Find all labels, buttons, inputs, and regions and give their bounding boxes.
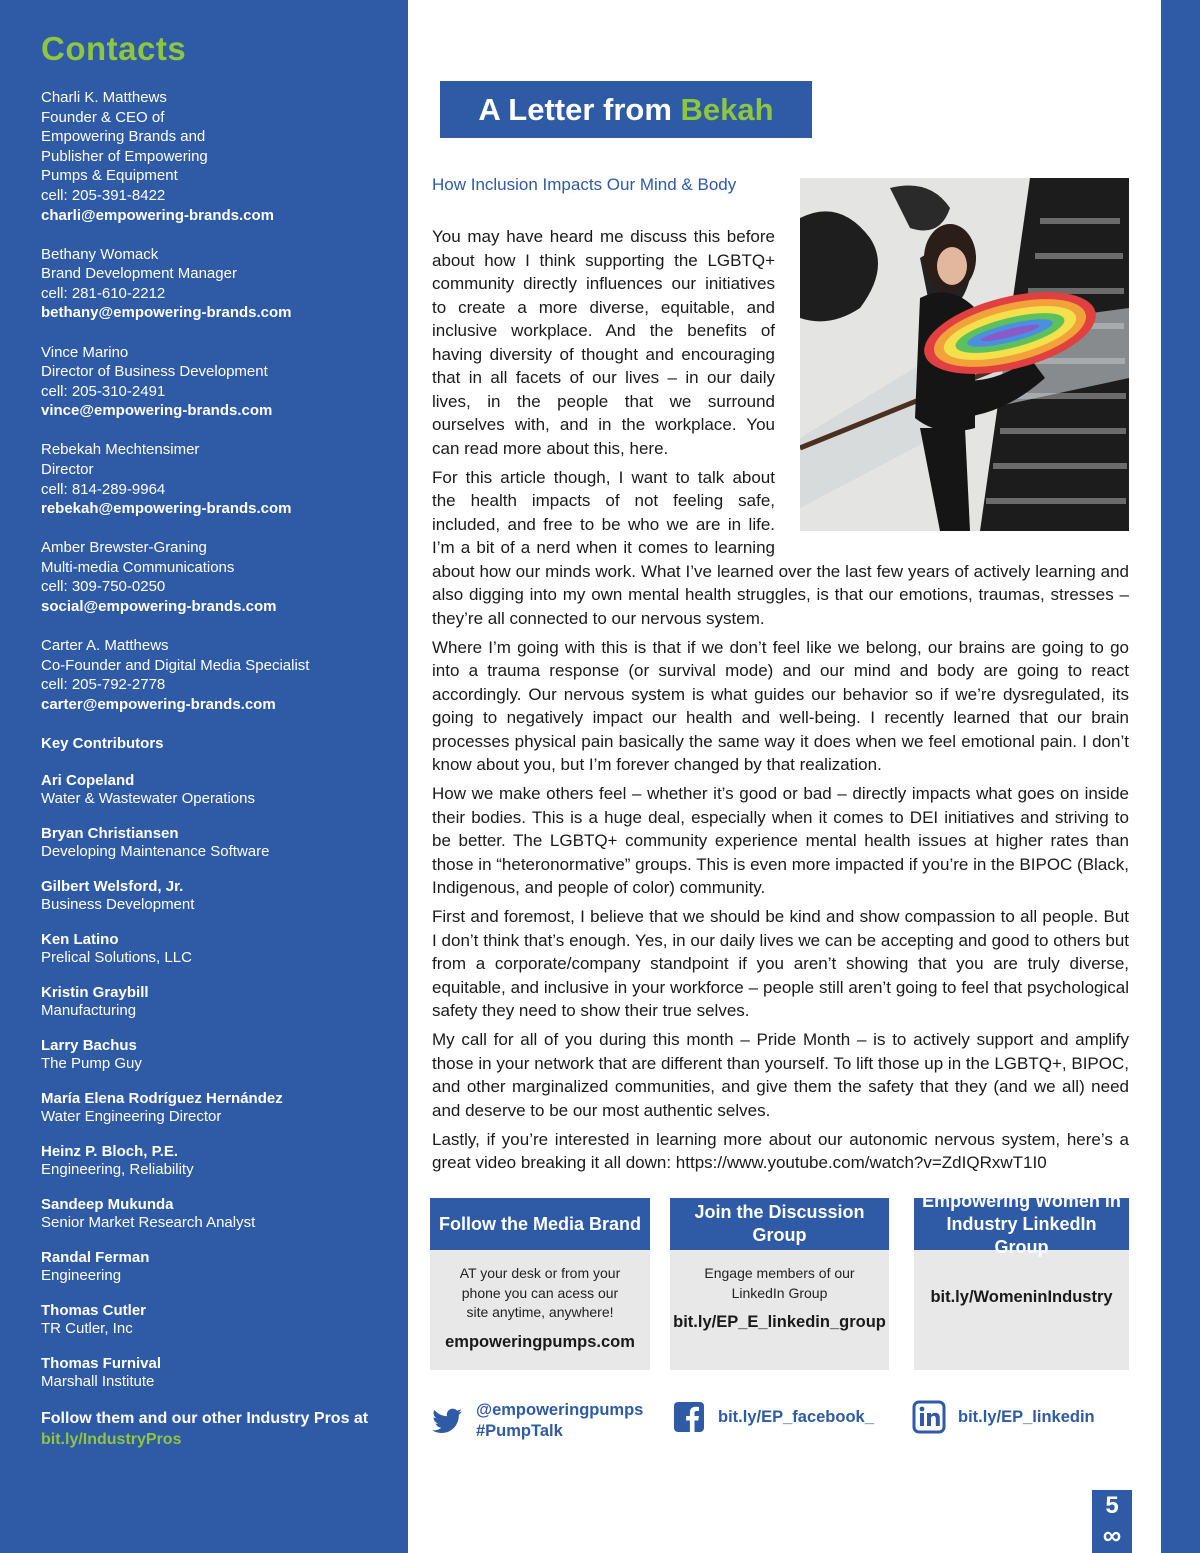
contact-bethany (41, 245, 396, 323)
contributor-name: Ken Latino (41, 931, 119, 948)
page-number: 5 (1105, 1492, 1119, 1519)
media-brand-box (430, 1198, 650, 1370)
contributor-item (41, 1143, 401, 1196)
infinity-logo-icon: ∞ (1102, 1520, 1122, 1550)
key-contributors-heading: Key Contributors (41, 735, 164, 752)
contact-line: Brand Development Manager (41, 265, 237, 283)
women-in-industry-link[interactable]: bit.ly/WomeninIndustry (930, 1288, 1113, 1306)
page-title-highlight: Bekah (680, 92, 774, 127)
contacts-list (41, 88, 396, 734)
article-subtitle: How Inclusion Impacts Our Mind & Body (432, 175, 737, 194)
article-body (432, 225, 1129, 1180)
contributor-role: TR Cutler, Inc (41, 1320, 133, 1337)
twitter-social[interactable] (430, 1400, 643, 1442)
contact-phone: cell: 205-391-8422 (41, 186, 166, 204)
contact-phone: cell: 281-610-2212 (41, 284, 166, 302)
contact-phone: cell: 814-289-9964 (41, 480, 166, 498)
contact-line: Pumps & Equipment (41, 167, 178, 185)
facebook-icon (672, 1400, 706, 1434)
contributor-item (41, 1249, 401, 1302)
contributor-name: Larry Bachus (41, 1037, 137, 1054)
twitter-hashtag[interactable]: #PumpTalk (476, 1422, 563, 1440)
contact-phone: cell: 205-310-2491 (41, 382, 166, 400)
contributor-role: Business Development (41, 896, 195, 913)
contact-line: Director (41, 461, 94, 478)
contacts-sidebar (0, 0, 408, 1553)
article-paragraph: Lastly, if you’re interested in learning more about our autonomic nervous system, here’s a great video breaking it all down: https://www.youtube.com/watch?v=ZdIQRxwT1I0 (432, 1129, 1129, 1172)
contributor-role: Senior Market Research Analyst (41, 1214, 256, 1231)
contact-line: Empowering Brands and (41, 128, 206, 146)
contact-amber (41, 538, 396, 616)
follow-pros (41, 1408, 368, 1450)
contributor-item (41, 1196, 401, 1249)
contributor-role: Water Engineering Director (41, 1108, 222, 1125)
twitter-icon (430, 1404, 464, 1438)
contributor-role: Water & Wastewater Operations (41, 790, 255, 807)
box-body-text: Engage members of our LinkedIn Group (704, 1265, 855, 1301)
contact-line: Publisher of Empowering (41, 147, 208, 165)
page-number-box (1092, 1490, 1132, 1553)
linkedin-link[interactable]: bit.ly/EP_linkedin (958, 1407, 1095, 1426)
contributor-name: María Elena Rodríguez Hernández (41, 1090, 283, 1107)
contributor-name: Bryan Christiansen (41, 825, 179, 842)
contact-email-link[interactable]: vince@empowering-brands.com (41, 402, 273, 420)
contributor-name: Heinz P. Bloch, P.E. (41, 1143, 178, 1160)
box-heading: Join the Discussion Group (670, 1198, 889, 1250)
contact-line: Amber Brewster-Graning (41, 539, 207, 557)
contributor-item (41, 984, 401, 1037)
page-title-prefix: A Letter from (478, 92, 681, 127)
contributor-role: Marshall Institute (41, 1373, 155, 1390)
linkedin-social[interactable] (912, 1400, 1095, 1434)
contact-phone: cell: 205-792-2778 (41, 676, 166, 694)
contributor-name: Gilbert Welsford, Jr. (41, 878, 184, 895)
article-paragraph: Where I’m going with this is that if we don’t feel like we belong, our brains are going to go into a trauma response (or survival mode) and our mind and body are going to react accordingly. Our nervous system is what guides our behavior so if we’re dysregulated, its going to negatively impact our health and well-being. I recently learned that our brain processes physical pain basically the same way it does when we feel emotional pain. I don’t know about you, but I’m forever changed by that realization. (432, 637, 1129, 774)
article-paragraph: First and foremost, I believe that we should be kind and show compassion to all people. But I don’t think that’s enough. Yes, in our daily lives we can be accepting and good to others but from a corporate/company standpoint if you aren’t showing that you are truly diverse, equitable, and inclusive in your workforce – people still aren’t going to feel that psychological safety they need to show their true selves. (432, 907, 1129, 1020)
contact-line: Vince Marino (41, 343, 129, 361)
linkedin-group-link[interactable]: bit.ly/EP_E_linkedin_group (673, 1313, 886, 1331)
contributor-role: Developing Maintenance Software (41, 843, 270, 860)
discussion-group-box (670, 1198, 889, 1370)
follow-pros-link[interactable]: bit.ly/IndustryPros (41, 1431, 182, 1448)
facebook-social[interactable] (672, 1400, 874, 1434)
contributor-role: Engineering (41, 1267, 122, 1284)
contact-line: Carter A. Matthews (41, 637, 169, 655)
contact-line: Multi-media Communications (41, 558, 235, 576)
contributor-item (41, 1302, 401, 1355)
page-title-banner (440, 81, 812, 138)
contributor-role: Manufacturing (41, 1002, 137, 1019)
article-paragraph: For this article though, I want to talk about the health impacts of not feeling safe, included, and free to be who we are in life. I’m a bit of a nerd when it comes to learning about how our minds work. What I’ve learned over the last few years of actively learning and also digging into my own mental health struggles, is that our emotions, traumas, stresses – they’re all connected to our nervous system. (432, 467, 1129, 628)
article-paragraph: My call for all of you during this month – Pride Month – is to actively support and amplify those in your network that are different than yourself. To lift those up in the LGBTQ+, BIPOC, and other marginalized communities, and give them the safety that they (and we all) need and deserve to be our most authentic selves. (432, 1030, 1129, 1120)
contributor-item (41, 1090, 401, 1143)
box-heading: Follow the Media Brand (430, 1198, 650, 1250)
article-paragraph: How we make others feel – whether it’s good or bad – directly impacts what goes on inside their bodies. This is a huge deal, especially when it comes to DEI initiatives and striving to be better. The LGBTQ+ community experience mental health issues at higher rates than those in “heteronormative” groups. This is even more impacted if you’re in the BIPOC (Black, Indigenous, and people of color) community. (432, 784, 1129, 897)
contributor-role: Prelical Solutions, LLC (41, 949, 192, 966)
empoweringpumps-link[interactable]: empoweringpumps.com (445, 1332, 635, 1351)
contact-line: Director of Business Development (41, 363, 268, 381)
contributor-item (41, 931, 401, 984)
linkedin-icon (912, 1400, 946, 1434)
contributor-name: Thomas Furnival (41, 1355, 162, 1372)
contact-rebekah (41, 440, 396, 518)
contact-phone: cell: 309-750-0250 (41, 578, 166, 596)
contributor-name: Kristin Graybill (41, 984, 149, 1001)
contacts-title: Contacts (41, 30, 187, 67)
facebook-link[interactable]: bit.ly/EP_facebook_ (718, 1407, 874, 1426)
follow-pros-text: Follow them and our other Industry Pros at (41, 1410, 369, 1427)
contact-line: Bethany Womack (41, 245, 159, 263)
contributor-item (41, 1355, 401, 1408)
contributor-role: Engineering, Reliability (41, 1161, 194, 1178)
box-body-text: AT your desk or from your phone you can acess our site anytime, anywhere! (459, 1265, 621, 1320)
contributor-item (41, 1037, 401, 1090)
contact-vince (41, 343, 396, 421)
contributor-name: Randal Ferman (41, 1249, 150, 1266)
contact-email-link[interactable]: rebekah@empowering-brands.com (41, 500, 292, 518)
contributor-item (41, 825, 401, 878)
contact-email-link[interactable]: charli@empowering-brands.com (41, 206, 275, 224)
contact-charli (41, 88, 396, 225)
photo-float-space (775, 225, 1129, 557)
contact-email-link[interactable]: social@empowering-brands.com (41, 598, 277, 616)
contributors-list (41, 772, 401, 1408)
twitter-text (476, 1400, 643, 1442)
twitter-handle[interactable]: @empoweringpumps (476, 1401, 644, 1419)
contact-email-link[interactable]: carter@empowering-brands.com (41, 695, 276, 713)
article-paragraph: You may have heard me discuss this before about how I think supporting the LGBTQ+ community directly influences our initiatives to create a more diverse, equitable, and inclusive workplace. And the benefits of having diversity of thought and encouraging that in all facets of our lives – in our daily lives, in the people that we surround ourselves with, and in the workplace. You can read more about this, here. (432, 227, 775, 458)
contributor-role: The Pump Guy (41, 1055, 142, 1072)
contributor-name: Thomas Cutler (41, 1302, 147, 1319)
box-heading: Empowering Women in Industry LinkedIn Group (914, 1198, 1129, 1250)
contact-email-link[interactable]: bethany@empowering-brands.com (41, 304, 292, 322)
contributor-item (41, 878, 401, 931)
contributor-item (41, 772, 401, 825)
contributor-name: Ari Copeland (41, 772, 135, 789)
contact-line: Co-Founder and Digital Media Specialist (41, 656, 310, 674)
women-in-industry-box (914, 1190, 1129, 1370)
contact-line: Charli K. Matthews (41, 89, 167, 106)
contact-carter (41, 636, 396, 714)
contributor-name: Sandeep Mukunda (41, 1196, 174, 1213)
contact-line: Founder & CEO of (41, 108, 165, 126)
contact-line: Rebekah Mechtensimer (41, 441, 200, 459)
right-edge-strip (1161, 0, 1200, 1553)
